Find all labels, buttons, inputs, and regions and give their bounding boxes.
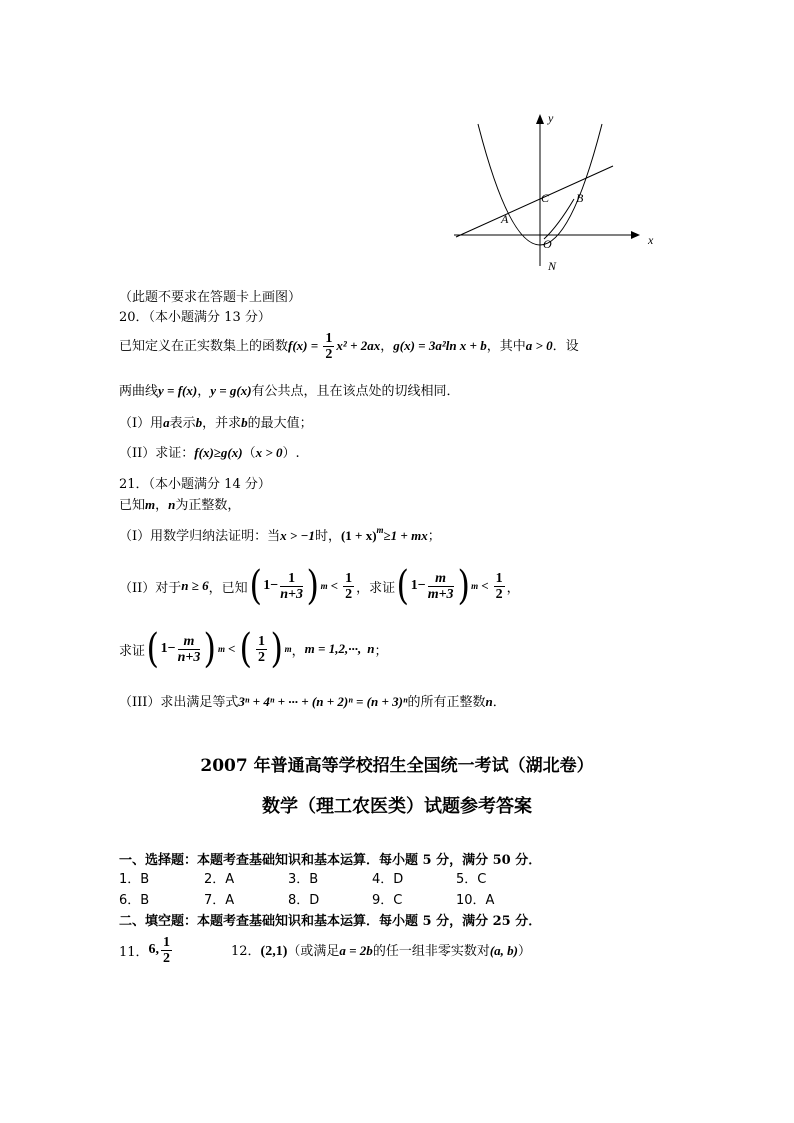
q21-p2-text-d: ， [506, 580, 520, 596]
q21-p2-paren-open2: ( [396, 563, 410, 609]
q21-p2-half2-num: 1 [495, 570, 503, 586]
q20-half-den: 2 [325, 347, 333, 362]
q20-f-def: f(x) = [288, 338, 322, 353]
q20-p1-var-b2: b [241, 415, 248, 430]
q21-p3-paren-open2: ( [239, 626, 253, 672]
q21-p2-frac1-num: 1 [280, 571, 303, 587]
q21-p3-exp1: m [217, 644, 225, 654]
q21-p3-text-b: ； [374, 643, 388, 659]
answers-title: 2007 年普通高等学校招生全国统一考试（湖北卷） [200, 756, 594, 776]
q20-line1: 已知定义在正实数集上的函数f(x) = $\frac{1}{2}$ x² + 2ax，g(x) = 3a²ln x + b，其中a > 0．设 [119, 331, 579, 362]
q21-p1-text-a: （I）用数学归纳法证明：当 [119, 529, 281, 544]
q21-p2-frac2-num: m [428, 571, 454, 587]
answer-7: 7．A [204, 893, 235, 908]
q21-p3-frac-den: n+3 [177, 649, 201, 665]
q20-p2-cond: x > 0 [255, 445, 283, 460]
q21-p1-expr: (1 + x) [340, 528, 377, 543]
answer-11-num: 11． [119, 944, 149, 960]
q21-p2-text-c: ，求证 [356, 580, 396, 596]
q21-p2-lt2: < [481, 578, 489, 593]
q20-l1-text-a: 已知定义在正实数集上的函数 [119, 339, 289, 354]
q21-p2-exp1: m [320, 581, 328, 591]
q21-p3-half-den: 2 [258, 649, 266, 665]
answer-3: 3．B [288, 872, 319, 887]
q21-p3-half [256, 634, 267, 665]
q21-p2-cond: n ≥ 6 [181, 578, 209, 593]
q20-part1 [119, 412, 313, 431]
q21-p3-m-range: m = 1,2,···, [304, 641, 362, 656]
q20-p2-text-a: （II）求证： [119, 446, 195, 461]
figure-note: （此题不要求在答题卡上画图） [119, 290, 302, 305]
q20-part2 [119, 442, 300, 461]
q21-p2-paren-open: ( [249, 563, 262, 609]
q20-header: 20．（本小题满分 13 分） [119, 310, 271, 325]
q21-p2-half1 [343, 571, 354, 602]
q21-p2-lt1: < [330, 578, 339, 593]
answer-12-pair: (a, b) [489, 943, 518, 958]
q20-half-num: 1 [325, 331, 333, 346]
q21-p2-text-b: ，已知 [208, 580, 248, 596]
point-n-label: N [548, 259, 557, 273]
answer-12-text-c: ） [518, 944, 532, 959]
answer-4: 4．D [372, 872, 404, 887]
x-axis-label: x [648, 233, 654, 247]
q21-p3-text-a: 求证 [119, 643, 146, 659]
q21-p3-one-minus: 1− [160, 641, 176, 656]
q20-l2-text-b: 有公共点，且在该点处的切线相同． [251, 384, 460, 399]
tangent-line [456, 166, 613, 237]
q20-p1-var-b: b [195, 415, 203, 430]
point-a-label: A [501, 212, 509, 226]
q21-p2-frac1-den: n+3 [280, 586, 304, 602]
q20-curve-f: y = f(x) [158, 383, 198, 398]
q20-l1-text-b: ，其中 [486, 339, 526, 354]
answer-12-num: 12． [231, 944, 261, 959]
q21-p1-cond: x > −1 [280, 528, 315, 543]
answer-11-frac-num: 1 [163, 934, 171, 950]
q21-p2-half1-num: 1 [345, 570, 353, 586]
q21-p2-half1-den: 2 [345, 586, 353, 602]
q20-g-def: g(x) = 3a²ln x + b [393, 338, 487, 353]
q21-p1-text-b: 时， [314, 529, 341, 544]
q21-p2-frac2-den: m+3 [427, 586, 454, 602]
q21-p3-n: n [367, 641, 375, 656]
q21-p2-paren-close: ) [306, 563, 320, 609]
q21-p1-exp: m [376, 525, 384, 535]
q21-header: 21．（本小题满分 14 分） [119, 477, 271, 492]
q21-var-n: n [168, 497, 176, 512]
q21-p3-paren-open: ( [146, 626, 160, 672]
q21-p2-text-a: （II）对于 [119, 580, 182, 596]
q20-l2-text-a: 两曲线 [119, 384, 159, 399]
answer-11 [119, 930, 174, 970]
answers-subtitle: 数学（理工农医类）试题参考答案 [262, 796, 532, 817]
answer-5: 5．C [456, 872, 487, 887]
answer-8: 8．D [288, 893, 320, 908]
answer-12-text-b: 的任一组非零实数对 [372, 944, 490, 959]
q20-p2-text-b: （ [242, 446, 256, 461]
point-b-label: B [576, 191, 584, 205]
q20-p1-text-c: ，并求 [202, 416, 242, 431]
q21-p4-text-a: （III）求出满足等式 [119, 695, 239, 710]
q21-p1-text-c: ； [427, 529, 441, 544]
answer-12 [231, 940, 531, 960]
q21-p2-half2 [494, 571, 505, 602]
q21-l1-text-a: 已知 [119, 498, 146, 513]
answer-12-eq: a = 2b [339, 943, 373, 958]
answers-section1: 一、选择题：本题考查基础知识和基本运算．每小题 5 分，满分 50 分． [119, 853, 542, 868]
q20-p1-text-a: （I）用 [119, 416, 164, 431]
q21-p3-frac [178, 634, 201, 665]
answer-9: 9．C [372, 893, 403, 908]
q20-p2-text-c: ）. [282, 446, 300, 461]
q20-half-fraction [323, 331, 334, 362]
q20-p1-text-b: 表示 [169, 416, 196, 431]
q21-p3-paren-close: ) [203, 626, 217, 672]
q21-p2-one-minus2: 1− [410, 578, 426, 593]
answer-11-frac-den: 2 [163, 950, 171, 966]
answer-6: 6．B [119, 893, 150, 908]
answers-section2: 二、填空题：本题考查基础知识和基本运算．每小题 5 分，满分 25 分． [119, 914, 542, 929]
q21-line1: 已知m，n为正整数， [119, 497, 241, 513]
q21-part2 [119, 563, 520, 609]
q21-p4-equation: 3ⁿ + 4ⁿ + ··· + (n + 2)ⁿ = (n + 3)ⁿ [238, 694, 408, 709]
q21-p2-frac2 [428, 571, 454, 602]
q21-p2-paren-close2: ) [457, 563, 470, 609]
q21-p3-paren-close2: ) [270, 626, 284, 672]
q21-p3-half-num: 1 [258, 633, 266, 649]
y-axis-label: y [548, 111, 554, 125]
q20-f-def-rest: x² + 2ax [336, 338, 381, 353]
parabola-line-figure [448, 106, 668, 276]
q21-p4-var-n: n [485, 694, 493, 709]
q21-part3 [119, 691, 506, 710]
answer-12-value: (2,1) [260, 944, 288, 959]
x-axis-arrow [631, 231, 640, 239]
q20-curve-g: y = g(x) [210, 383, 252, 398]
q20-line2: 两曲线y = f(x)，y = g(x)有公共点，且在该点处的切线相同． [119, 383, 460, 399]
q21-p3-lt: < [228, 641, 236, 656]
q20-l1-text-c: ．设 [552, 339, 579, 354]
q21-p4-text-c: ． [492, 695, 506, 710]
answer-11-fraction [161, 935, 172, 966]
q21-var-m: m [145, 497, 156, 512]
answer-10: 10．A [456, 893, 495, 908]
answer-11-value: 6, [148, 942, 160, 957]
q20-p2-expr: f(x)≥g(x) [194, 445, 243, 460]
q21-p3-frac-num: m [178, 634, 201, 650]
answer-2: 2．A [204, 872, 235, 887]
q21-p2-half2-den: 2 [495, 586, 503, 602]
point-c-label: C [541, 191, 550, 205]
q21-p2-frac1 [280, 571, 303, 602]
q20-p1-var-a: a [163, 415, 170, 430]
q21-part1 [119, 525, 441, 544]
q20-p1-text-d: 的最大值； [247, 416, 313, 431]
q21-part2-proof: 求证 ( 1− $\frac{m}{n+3}$ ) m < ( $\frac{1}{2}$ ) m ， m = 1,2,···, n ； [119, 626, 388, 672]
q21-p1-rhs: ≥1 + mx [383, 528, 428, 543]
answer-12-text-a: （或满足 [287, 944, 340, 959]
q21-l1-text-b: 为正整数， [175, 498, 241, 513]
q21-p4-text-b: 的所有正整数 [407, 695, 486, 710]
point-o-label: O [543, 237, 552, 251]
q21-p2-exp2: m [471, 581, 479, 591]
q20-cond-a: a > 0 [525, 338, 553, 353]
answer-1: 1．B [119, 872, 150, 887]
q21-p3-exp2: m [284, 644, 292, 654]
q21-p2-one-minus: 1− [263, 578, 279, 593]
y-axis-arrow [536, 114, 544, 124]
